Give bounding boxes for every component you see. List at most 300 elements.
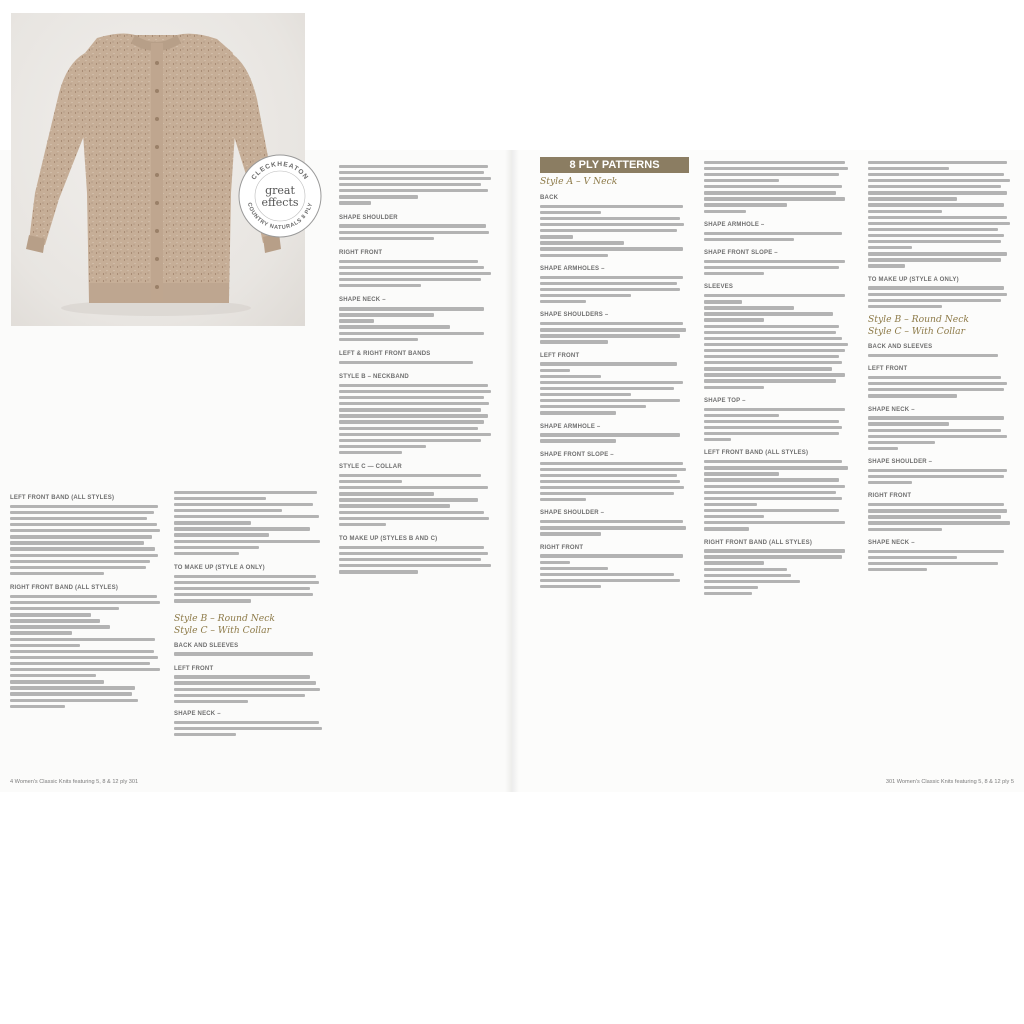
text-line	[868, 161, 1007, 164]
text-line	[704, 438, 731, 441]
text-line	[540, 433, 680, 436]
text-line	[704, 515, 764, 518]
text-line	[339, 570, 418, 573]
text-line	[704, 472, 779, 475]
right-col-b	[704, 158, 854, 598]
text-line	[10, 535, 152, 538]
text-line	[10, 595, 157, 598]
text-line	[868, 305, 942, 308]
footer-left: 4 Women's Classic Knits featuring 5, 8 & 12 ply 301	[10, 779, 139, 785]
right-col-a	[540, 176, 692, 591]
text-line	[339, 183, 481, 186]
text-line	[540, 468, 686, 471]
section-heading: LEFT FRONT	[868, 366, 908, 373]
section-heading: RIGHT FRONT	[868, 493, 912, 500]
text-line	[10, 601, 160, 604]
section-heading: SHAPE SHOULDER –	[868, 459, 933, 466]
text-line	[704, 272, 764, 275]
text-line	[10, 554, 158, 557]
text-line	[10, 656, 158, 659]
section-heading: SHAPE FRONT SLOPE –	[704, 250, 778, 257]
section-heading: RIGHT FRONT BAND (ALL STYLES)	[704, 539, 813, 546]
section-heading: LEFT FRONT BAND (ALL STYLES)	[704, 450, 809, 457]
text-line	[868, 481, 912, 484]
text-line	[540, 241, 624, 244]
text-line	[540, 340, 608, 343]
text-line	[540, 387, 674, 390]
text-line	[868, 521, 1010, 524]
left-col-c	[339, 162, 497, 576]
text-line	[868, 252, 1007, 255]
text-line	[540, 498, 586, 501]
text-line	[339, 498, 478, 501]
text-line	[704, 426, 842, 429]
text-line	[868, 185, 1001, 188]
text-line	[704, 337, 842, 340]
text-line	[339, 313, 434, 316]
text-line	[868, 441, 935, 444]
text-line	[174, 515, 319, 518]
text-line	[540, 462, 683, 465]
badge-center-line1: great	[265, 184, 295, 197]
text-line	[704, 325, 839, 328]
text-line	[704, 167, 848, 170]
text-line	[704, 527, 749, 530]
text-line	[339, 492, 434, 495]
style-c-heading: Style C – With Collar	[868, 326, 965, 338]
text-line	[868, 197, 957, 200]
text-line	[10, 650, 154, 653]
section-heading: SHAPE FRONT SLOPE –	[540, 451, 614, 458]
section-heading: SHAPE TOP –	[704, 397, 746, 404]
text-line	[10, 662, 150, 665]
text-line	[339, 420, 484, 423]
section-banner: 8 PLY PATTERNS	[540, 157, 689, 173]
section-heading: SLEEVES	[704, 284, 734, 291]
text-line	[339, 517, 489, 520]
text-line	[868, 286, 1004, 289]
text-line	[339, 195, 418, 198]
footer-right: 301 Women's Classic Knits featuring 5, 8 & 12 ply 5	[885, 779, 1014, 785]
text-line	[174, 700, 248, 703]
text-line	[704, 503, 757, 506]
text-line	[868, 388, 1004, 391]
text-line	[704, 260, 845, 263]
left-col-b	[174, 488, 328, 739]
section-heading: SHAPE ARMHOLE –	[540, 423, 601, 430]
right-col-c	[868, 158, 1016, 574]
text-line	[704, 203, 787, 206]
text-line	[339, 445, 426, 448]
text-line	[174, 540, 320, 543]
text-line	[704, 420, 839, 423]
text-line	[540, 282, 677, 285]
text-line	[868, 394, 957, 397]
text-line	[704, 574, 791, 577]
text-line	[704, 318, 764, 321]
text-line	[868, 429, 1001, 432]
text-line	[540, 393, 631, 396]
text-line	[704, 555, 842, 558]
text-line	[10, 692, 132, 695]
style-c-heading: Style C – With Collar	[174, 624, 271, 636]
text-line	[174, 733, 236, 736]
text-line	[704, 331, 836, 334]
style-b-heading: Style B – Round Neck	[174, 612, 275, 624]
text-line	[704, 485, 845, 488]
text-line	[10, 631, 72, 634]
text-line	[868, 556, 957, 559]
section-heading: STYLE C — COLLAR	[339, 464, 402, 471]
section-heading: TO MAKE UP (STYLES B AND C)	[339, 536, 438, 543]
text-line	[540, 554, 683, 557]
text-line	[540, 573, 674, 576]
text-line	[174, 497, 266, 500]
text-line	[868, 550, 1004, 553]
text-line	[10, 686, 135, 689]
section-heading: SHAPE SHOULDERS –	[540, 312, 609, 319]
text-line	[868, 222, 1010, 225]
text-line	[704, 266, 839, 269]
text-line	[540, 369, 570, 372]
text-line	[339, 319, 374, 322]
style-b-heading: Style B – Round Neck	[868, 314, 969, 326]
text-line	[868, 503, 1004, 506]
section-heading: SHAPE SHOULDER	[339, 214, 398, 221]
text-line	[540, 411, 616, 414]
text-line	[339, 266, 484, 269]
text-line	[339, 546, 484, 549]
section-heading: SHAPE ARMHOLE –	[704, 221, 765, 228]
text-line	[704, 294, 845, 297]
text-line	[339, 231, 489, 234]
text-line	[868, 210, 942, 213]
text-line	[339, 414, 488, 417]
text-line	[540, 288, 680, 291]
text-line	[339, 451, 402, 454]
text-line	[10, 668, 160, 671]
text-line	[540, 328, 686, 331]
section-heading: TO MAKE UP (STYLE A ONLY)	[174, 565, 265, 572]
text-line	[540, 334, 680, 337]
text-line	[339, 237, 434, 240]
section-heading: STYLE B – NECKBAND	[339, 374, 409, 381]
text-line	[868, 246, 912, 249]
text-line	[339, 171, 484, 174]
text-line	[10, 541, 144, 544]
text-line	[339, 332, 484, 335]
text-line	[540, 254, 608, 257]
section-heading: BACK AND SLEEVES	[868, 344, 933, 351]
text-line	[339, 272, 491, 275]
text-line	[339, 325, 450, 328]
section-heading: RIGHT FRONT	[339, 249, 383, 256]
text-line	[868, 179, 1010, 182]
text-line	[704, 197, 845, 200]
text-line	[540, 585, 601, 588]
text-line	[540, 300, 586, 303]
text-line	[540, 375, 601, 378]
text-line	[339, 201, 371, 204]
text-line	[540, 486, 684, 489]
text-line	[540, 405, 646, 408]
text-line	[339, 480, 402, 483]
text-line	[174, 527, 310, 530]
text-line	[540, 217, 680, 220]
text-line	[868, 234, 1004, 237]
text-line	[10, 566, 146, 569]
text-line	[174, 546, 259, 549]
text-line	[868, 216, 1007, 219]
section-heading: SHAPE SHOULDER –	[540, 510, 605, 517]
text-line	[704, 191, 836, 194]
text-line	[174, 681, 316, 684]
section-heading: SHAPE NECK –	[868, 539, 915, 546]
text-line	[174, 521, 251, 524]
text-line	[174, 599, 251, 602]
left-col-a	[10, 488, 166, 711]
text-line	[868, 264, 905, 267]
text-line	[174, 533, 269, 536]
text-line	[868, 191, 1007, 194]
section-heading: BACK AND SLEEVES	[174, 642, 239, 649]
text-line	[540, 579, 680, 582]
text-line	[540, 229, 677, 232]
text-line	[10, 674, 96, 677]
text-line	[868, 447, 898, 450]
text-line	[174, 491, 317, 494]
text-line	[10, 529, 160, 532]
text-line	[704, 386, 764, 389]
style-a-heading: Style A – V Neck	[540, 176, 618, 187]
text-line	[868, 435, 1007, 438]
text-line	[174, 587, 310, 590]
section-heading: BACK	[540, 195, 559, 201]
text-line	[868, 509, 1007, 512]
text-line	[339, 224, 486, 227]
section-heading: SHAPE NECK –	[174, 711, 221, 718]
text-line	[10, 607, 119, 610]
text-line	[540, 492, 674, 495]
text-line	[10, 523, 157, 526]
text-line	[704, 379, 836, 382]
text-line	[339, 433, 491, 436]
text-line	[540, 520, 683, 523]
text-line	[704, 586, 758, 589]
text-line	[540, 474, 677, 477]
text-line	[704, 161, 845, 164]
text-line	[339, 511, 484, 514]
text-line	[868, 167, 949, 170]
text-line	[10, 613, 91, 616]
text-line	[10, 625, 110, 628]
text-line	[704, 580, 800, 583]
section-heading: SHAPE NECK –	[868, 406, 915, 413]
section-heading: LEFT FRONT BAND (ALL STYLES)	[10, 495, 115, 501]
text-line	[868, 240, 1001, 243]
badge-top-text: CLECKHEATON	[250, 160, 310, 182]
text-line	[704, 232, 842, 235]
text-line	[704, 432, 839, 435]
text-line	[704, 509, 839, 512]
text-line	[10, 572, 104, 575]
text-line	[868, 173, 1004, 176]
text-line	[339, 408, 481, 411]
text-line	[868, 293, 1007, 296]
text-line	[540, 211, 601, 214]
text-line	[704, 367, 832, 370]
text-line	[174, 721, 319, 724]
text-line	[174, 688, 320, 691]
text-line	[174, 503, 313, 506]
text-line	[339, 165, 488, 168]
text-line	[339, 361, 473, 364]
text-line	[868, 416, 1004, 419]
text-line	[704, 185, 842, 188]
text-line	[704, 210, 746, 213]
text-line	[10, 511, 154, 514]
text-line	[174, 727, 322, 730]
text-line	[704, 343, 848, 346]
text-line	[339, 504, 450, 507]
text-line	[704, 414, 779, 417]
text-line	[10, 705, 65, 708]
text-line	[540, 480, 680, 483]
text-line	[339, 307, 484, 310]
text-line	[339, 486, 488, 489]
text-line	[704, 300, 742, 303]
text-line	[540, 276, 683, 279]
text-line	[704, 568, 787, 571]
text-line	[540, 205, 683, 208]
text-line	[339, 427, 478, 430]
text-line	[10, 644, 80, 647]
text-line	[339, 338, 418, 341]
text-line	[704, 521, 845, 524]
text-line	[339, 558, 481, 561]
text-line	[868, 422, 949, 425]
text-line	[339, 384, 488, 387]
text-line	[540, 223, 684, 226]
text-line	[540, 322, 683, 325]
text-line	[704, 466, 848, 469]
text-line	[704, 355, 839, 358]
section-heading: LEFT & RIGHT FRONT BANDS	[339, 350, 431, 357]
text-line	[704, 592, 752, 595]
text-line	[704, 460, 842, 463]
section-heading: TO MAKE UP (STYLE A ONLY)	[868, 276, 959, 283]
text-line	[868, 299, 1001, 302]
text-line	[868, 528, 942, 531]
text-line	[339, 474, 481, 477]
text-line	[339, 523, 386, 526]
text-line	[540, 294, 631, 297]
text-line	[868, 562, 998, 565]
text-line	[339, 189, 488, 192]
text-line	[868, 469, 1007, 472]
text-line	[540, 439, 616, 442]
text-line	[704, 312, 833, 315]
text-line	[10, 547, 155, 550]
text-line	[704, 173, 839, 176]
text-line	[868, 376, 1001, 379]
text-line	[10, 505, 158, 508]
section-heading: LEFT FRONT	[540, 352, 580, 359]
section-heading: RIGHT FRONT	[540, 544, 584, 551]
text-line	[540, 399, 680, 402]
text-line	[174, 581, 319, 584]
badge-bottom-text: COUNTRY NATURALS 8 PLY	[245, 201, 315, 232]
text-line	[704, 306, 794, 309]
section-heading: SHAPE ARMHOLES –	[540, 265, 605, 272]
text-line	[540, 532, 601, 535]
text-line	[10, 638, 155, 641]
text-line	[174, 552, 239, 555]
text-line	[704, 238, 794, 241]
text-line	[540, 567, 608, 570]
section-heading: RIGHT FRONT BAND (ALL STYLES)	[10, 585, 119, 592]
section-heading: LEFT FRONT	[174, 665, 214, 672]
text-line	[868, 475, 1004, 478]
text-line	[339, 177, 491, 180]
text-line	[868, 203, 1004, 206]
text-line	[339, 284, 421, 287]
text-line	[704, 349, 845, 352]
text-line	[339, 396, 484, 399]
section-heading: SHAPE NECK –	[339, 297, 386, 304]
text-line	[704, 561, 764, 564]
text-line	[540, 381, 683, 384]
text-line	[339, 260, 478, 263]
text-line	[868, 354, 998, 357]
text-line	[339, 552, 488, 555]
text-line	[868, 228, 998, 231]
page-gutter	[505, 150, 519, 792]
text-line	[704, 373, 845, 376]
text-line	[540, 247, 683, 250]
text-line	[704, 478, 839, 481]
badge-center-line2: effects	[261, 196, 299, 209]
text-line	[868, 258, 1001, 261]
text-line	[174, 652, 313, 655]
text-line	[540, 526, 686, 529]
badge-seal	[237, 153, 323, 239]
text-line	[704, 179, 779, 182]
text-line	[339, 564, 491, 567]
text-line	[540, 235, 573, 238]
text-line	[540, 362, 677, 365]
text-line	[174, 575, 316, 578]
text-line	[704, 361, 842, 364]
text-line	[174, 694, 305, 697]
text-line	[174, 509, 282, 512]
text-line	[339, 439, 481, 442]
text-line	[339, 402, 489, 405]
text-line	[339, 278, 481, 281]
text-line	[868, 515, 1001, 518]
text-line	[868, 382, 1007, 385]
text-line	[704, 497, 842, 500]
text-line	[868, 568, 927, 571]
text-line	[339, 390, 491, 393]
text-line	[10, 517, 147, 520]
text-line	[174, 675, 310, 678]
text-line	[704, 491, 836, 494]
text-line	[10, 699, 138, 702]
text-line	[174, 593, 313, 596]
text-line	[10, 680, 104, 683]
text-line	[704, 549, 845, 552]
